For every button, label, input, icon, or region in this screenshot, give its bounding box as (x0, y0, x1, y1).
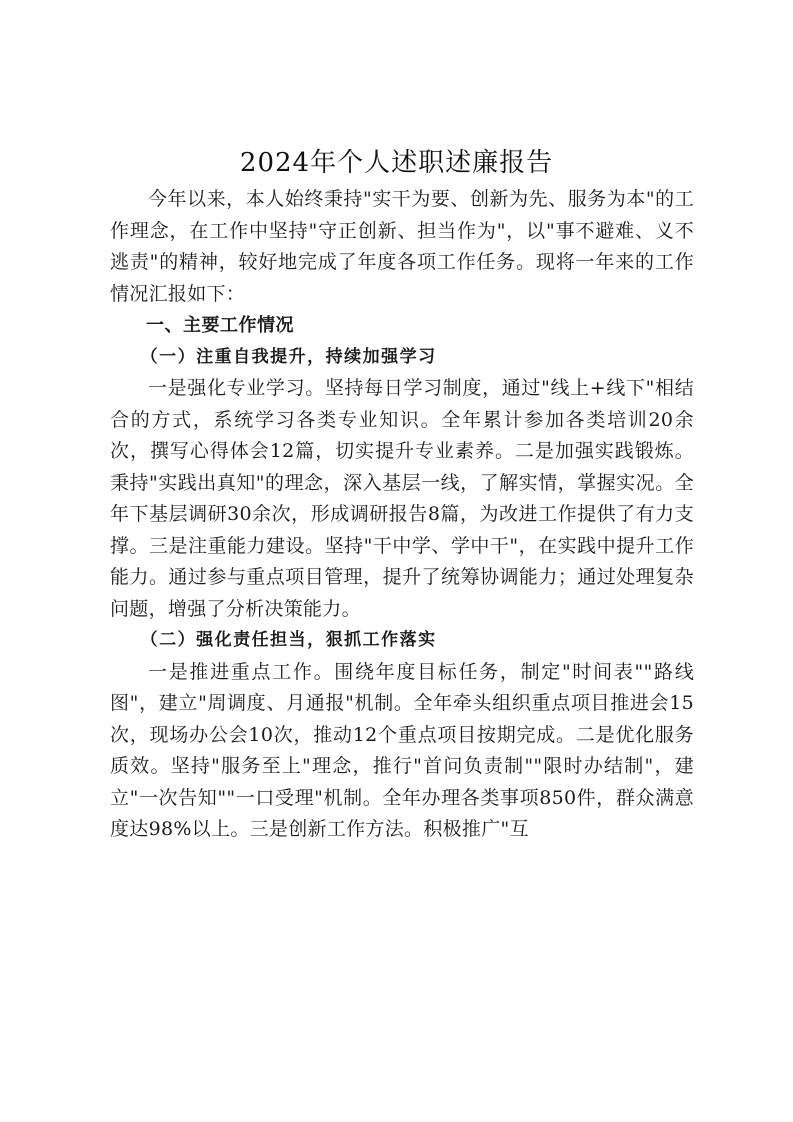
intro-paragraph: 今年以来，本人始终秉持"实干为要、创新为先、服务为本"的工作理念，在工作中坚持"守正创新、担当作为"，以"事不避难、义不逃责"的精神，较好地完成了年度各项工作任务。现将一年来的工作情况汇报如下： (110, 188, 694, 305)
subsection-heading-responsibility: （二）强化责任担当，狠抓工作落实 (140, 630, 437, 650)
document-body (110, 184, 694, 846)
subsection-heading-learning: （一）注重自我提升，持续加强学习 (140, 346, 437, 367)
document-title: 2024年个人述职述廉报告 (239, 148, 554, 178)
section-heading-main-work: 一、主要工作情况 (146, 315, 294, 336)
responsibility-paragraph: 一是推进重点工作。围绕年度目标任务，制定"时间表""路线图"，建立"周调度、月通报"机制。全年牵头组织重点项目推进会15次，现场办公会10次，推动12个重点项目按期完成。二是优化服务质效。坚持"服务至上"理念，推行"首问负责制""限时办结制"，建立"一次告知""一口受理"机制。全年办理各类事项850件，群众满意度达98%以上。三是创新工作方法。积极推广"互 (110, 660, 694, 840)
learning-paragraph: 一是强化专业学习。坚持每日学习制度，通过"线上+线下"相结合的方式，系统学习各类专业知识。全年累计参加各类培训20余次，撰写心得体会12篇，切实提升专业素养。二是加强实践锻炼。秉持"实践出真知"的理念，深入基层一线，了解实情，掌握实况。全年下基层调研30余次，形成调研报告8篇，为改进工作提供了有力支撑。三是注重能力建设。坚持"干中学、学中干"，在实践中提升工作能力。通过参与重点项目管理，提升了统筹协调能力；通过处理复杂问题，增强了分析决策能力。 (110, 377, 694, 620)
